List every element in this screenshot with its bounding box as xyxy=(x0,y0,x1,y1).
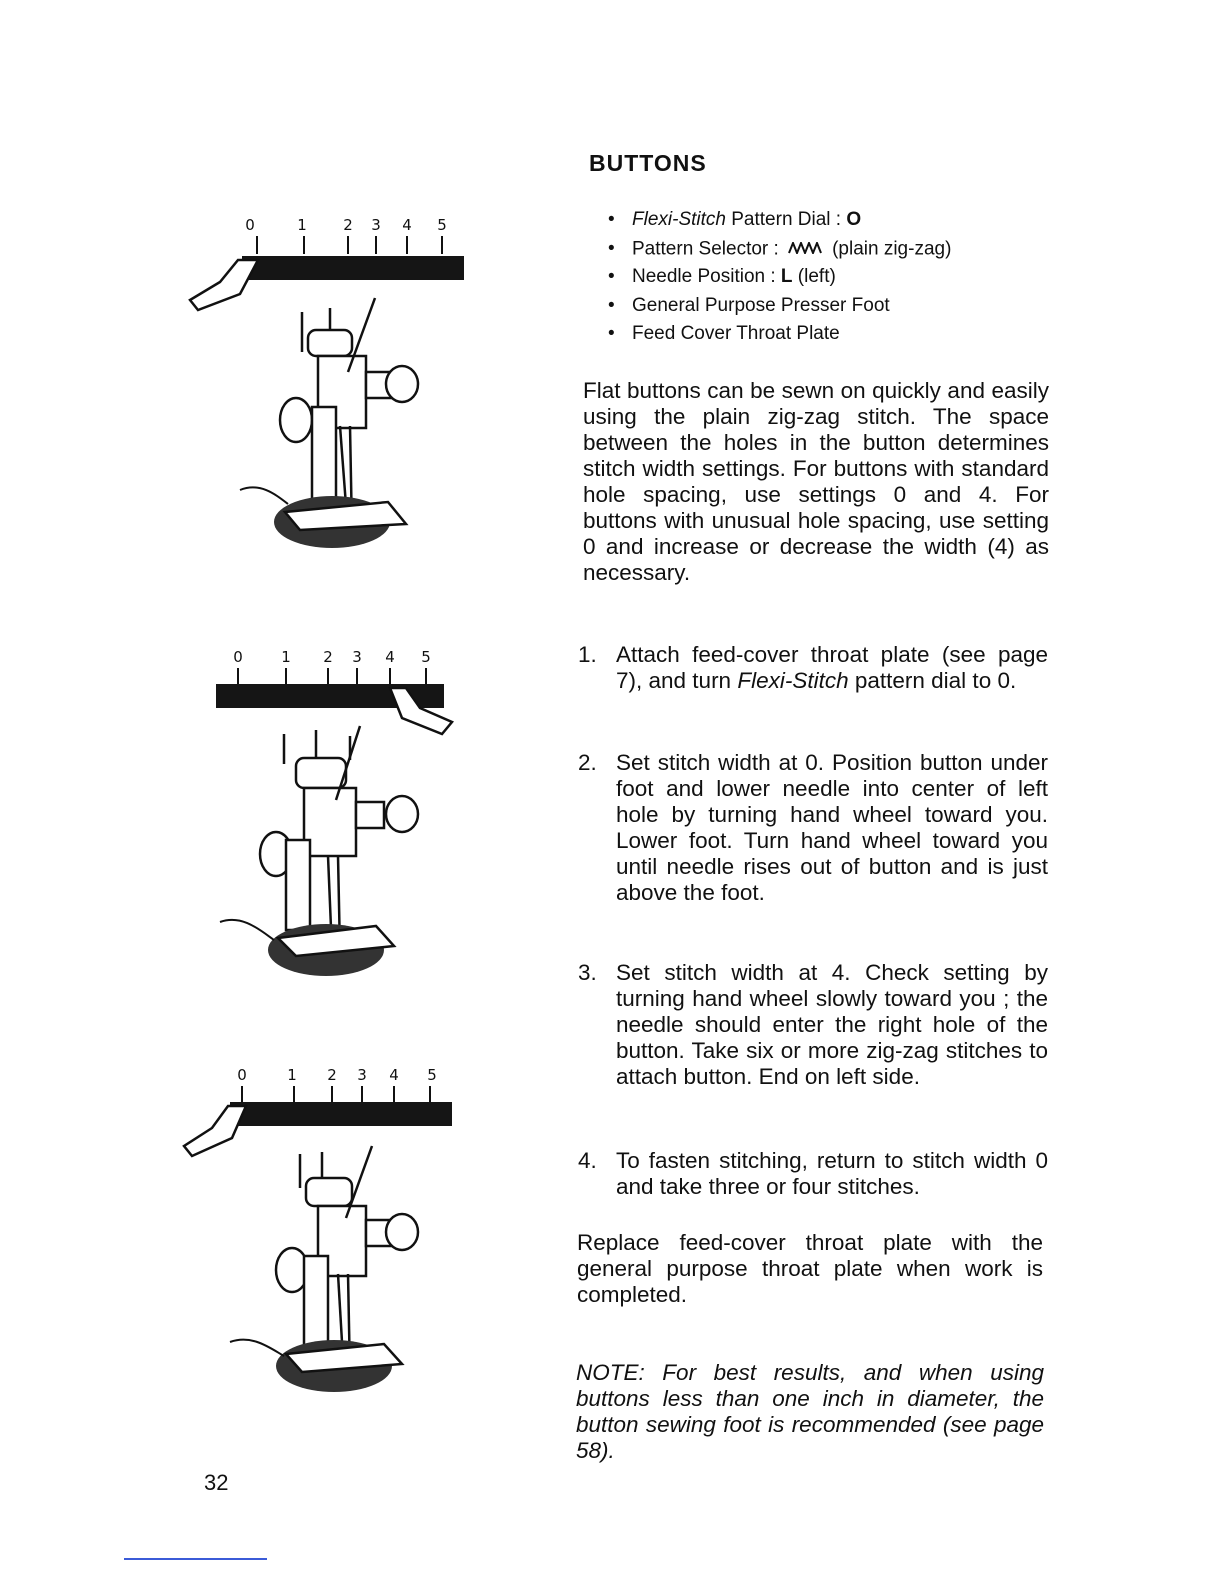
closing-paragraph: Replace feed-cover throat plate with the general purpose throat plate when work is completed. xyxy=(577,1230,1043,1307)
step-number: 4. xyxy=(578,1148,597,1173)
setting-rest: (left) xyxy=(792,266,836,288)
step-text: Set stitch width at 4. Check setting by turning hand wheel slowly toward you ; the needle should enter the right hole of the button. Take six or more zig-zag stitches to attach button. End on left side. xyxy=(616,960,1048,1089)
step-item xyxy=(578,1148,1048,1200)
setting-pattern-selector xyxy=(608,235,951,264)
dial-label-2: 2 xyxy=(327,1066,337,1084)
setting-label: Feed Cover Throat Plate xyxy=(632,323,840,345)
dial-label-1: 1 xyxy=(297,216,307,234)
step-item xyxy=(578,960,1048,1090)
dial-label-4: 4 xyxy=(402,216,412,234)
step-text: To fasten stitching, return to stitch width 0 and take three or four stitches. xyxy=(616,1148,1048,1199)
footer-rule xyxy=(124,1558,267,1560)
setting-label: General Purpose Presser Foot xyxy=(632,294,890,316)
dial-label-3: 3 xyxy=(357,1066,367,1084)
thread xyxy=(230,1340,284,1356)
sewing-foot-illustration xyxy=(180,1060,480,1440)
stitch-width-scale xyxy=(242,256,464,280)
step-text: Set stitch width at 0. Position button under foot and lower needle into center of left hole by turning hand wheel toward you. Lower foot. Turn hand wheel toward you until needle rises out of button and is just above the foot. xyxy=(616,750,1048,905)
dial-label-1: 1 xyxy=(281,648,291,666)
setting-label: Flexi-Stitch xyxy=(632,209,726,230)
step-item xyxy=(578,750,1048,906)
dial-label-3: 3 xyxy=(352,648,362,666)
step-text xyxy=(616,642,1048,694)
thread xyxy=(220,920,274,940)
dial-label-4: 4 xyxy=(389,1066,399,1084)
intro-paragraph: Flat buttons can be sewn on quickly and easily using the plain zig-zag stitch. The space between the holes in the button determines stitch width settings. For buttons with standard hole spacing, use settings 0 and 4. For buttons with unusual hole spacing, use setting 0 and increase or decrease the width (4) as necessary. xyxy=(583,378,1049,585)
sewing-foot-illustration xyxy=(180,640,480,1020)
settings-list xyxy=(608,206,951,349)
setting-rest: (plain zig-zag) xyxy=(832,237,952,259)
step-text-part: Attach feed-cover throat plate (see page 7), and turn xyxy=(616,642,1048,693)
page-number: 32 xyxy=(204,1470,229,1495)
thread xyxy=(240,487,288,504)
setting-pattern-dial xyxy=(608,206,951,235)
setting-throat-plate xyxy=(608,320,951,349)
dial-label-5: 5 xyxy=(421,648,431,666)
stitch-width-lever xyxy=(184,1106,246,1156)
dial-label-3: 3 xyxy=(371,216,381,234)
figure-stitch-width-4 xyxy=(180,640,480,1020)
step-text-italic: Flexi-Stitch xyxy=(737,668,849,693)
step-number: 3. xyxy=(578,960,597,985)
dial-label-4: 4 xyxy=(385,648,395,666)
setting-label: Pattern Selector : xyxy=(632,237,785,259)
dial-label-2: 2 xyxy=(343,216,353,234)
dial-label-1: 1 xyxy=(287,1066,297,1084)
section-title: BUTTONS xyxy=(589,150,707,176)
presser-foot-assembly xyxy=(280,298,418,532)
dial-label-5: 5 xyxy=(427,1066,437,1084)
note-paragraph: NOTE: For best results, and when using buttons less than one inch in diameter, the button sewing foot is recommended (see page 58). xyxy=(576,1360,1044,1463)
figure-stitch-width-0 xyxy=(180,212,480,592)
dial-label-0: 0 xyxy=(245,216,255,234)
setting-value: L xyxy=(780,266,793,288)
dial-label-0: 0 xyxy=(233,648,243,666)
dial-label-2: 2 xyxy=(323,648,333,666)
presser-foot-assembly xyxy=(260,726,418,952)
dial-ticks xyxy=(238,668,426,684)
figure-stitch-width-0-return xyxy=(180,1060,480,1440)
setting-label: Needle Position : xyxy=(632,266,781,288)
setting-presser-foot xyxy=(608,292,951,321)
setting-needle-position xyxy=(608,263,951,292)
step-number: 2. xyxy=(578,750,597,775)
zig-zag-pattern-icon xyxy=(788,235,822,264)
dial-ticks xyxy=(257,236,442,254)
dial-ticks xyxy=(242,1086,430,1102)
sewing-foot-illustration xyxy=(180,212,480,592)
step-text-part: pattern dial to 0. xyxy=(848,668,1017,693)
stitch-width-lever xyxy=(190,260,258,310)
setting-value: O xyxy=(846,209,862,230)
stitch-width-scale xyxy=(230,1102,452,1126)
step-item xyxy=(578,642,1048,694)
dial-label-0: 0 xyxy=(237,1066,247,1084)
setting-rest: Pattern Dial : xyxy=(725,209,847,230)
dial-label-5: 5 xyxy=(437,216,447,234)
step-number: 1. xyxy=(578,642,597,667)
